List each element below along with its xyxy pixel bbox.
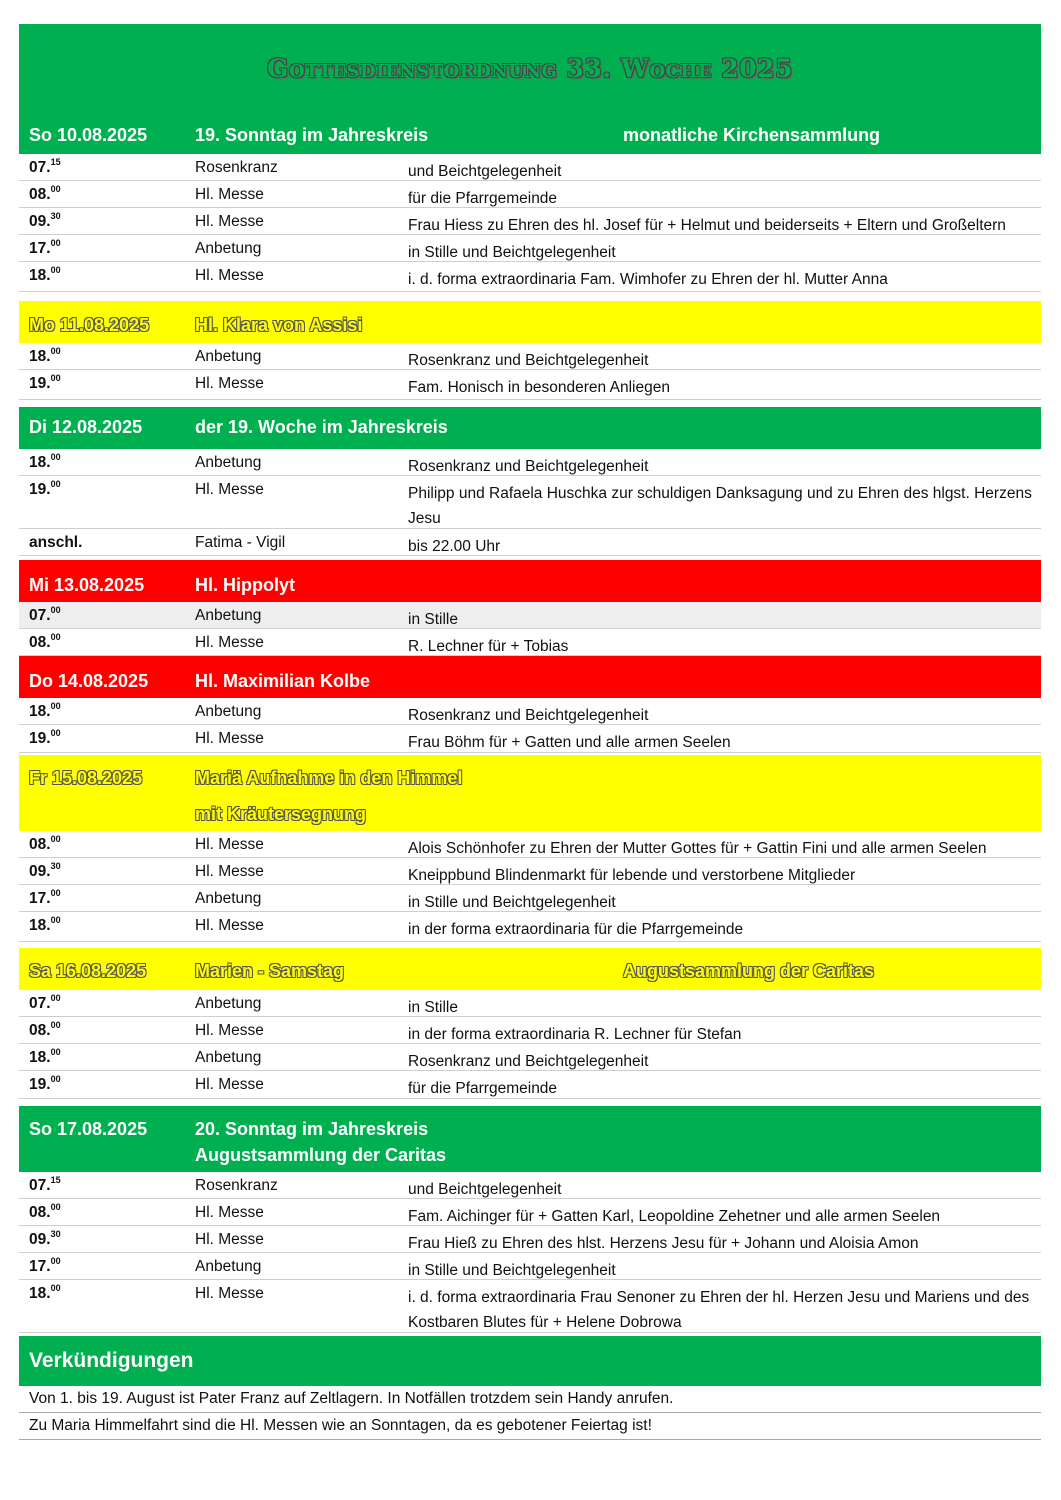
service-time-hour: 08. xyxy=(29,1022,51,1039)
service-time xyxy=(29,267,61,285)
day-title: Hl. Klara von Assisi xyxy=(195,315,363,335)
service-time xyxy=(29,375,61,393)
service-time-minutes: 00 xyxy=(50,184,61,194)
day-header xyxy=(19,112,1041,154)
service-type: Hl. Messe xyxy=(195,1076,264,1093)
service-intention: in Stille xyxy=(408,999,458,1016)
service-row xyxy=(19,629,1041,656)
announcement-text: Zu Maria Himmelfahrt sind die Hl. Messen wie an Sonntagen, da es gebotener Feiertag ist! xyxy=(29,1417,652,1434)
service-time-hour: 07. xyxy=(29,159,51,176)
service-row xyxy=(19,529,1041,556)
service-time xyxy=(29,481,61,499)
day-note: monatliche Kirchensammlung xyxy=(623,125,881,145)
service-type: Hl. Messe xyxy=(195,375,264,392)
service-time-hour: 07. xyxy=(29,995,51,1012)
service-intention: für die Pfarrgemeinde xyxy=(408,1080,558,1097)
service-intention: in der forma extraordinaria R. Lechner für Stefan xyxy=(408,1026,742,1043)
service-type: Hl. Messe xyxy=(195,917,264,934)
service-type: Anbetung xyxy=(195,1258,262,1275)
service-time-hour: 18. xyxy=(29,454,51,471)
service-time xyxy=(29,607,61,625)
service-row xyxy=(19,1253,1041,1280)
service-time xyxy=(29,1177,61,1195)
service-time xyxy=(29,454,61,472)
service-time xyxy=(29,730,61,748)
service-row xyxy=(19,262,1041,292)
service-time-minutes: 30 xyxy=(50,1229,61,1239)
service-time-hour: 19. xyxy=(29,730,51,747)
service-type: Anbetung xyxy=(195,890,262,907)
announcement-item xyxy=(19,1413,1041,1440)
day-header xyxy=(19,656,1041,698)
service-row xyxy=(19,858,1041,885)
service-type: Hl. Messe xyxy=(195,1285,264,1302)
service-intention: Rosenkranz und Beichtgelegenheit xyxy=(408,1053,649,1070)
day-subtitle: Augustsammlung der Caritas xyxy=(195,1145,447,1165)
service-time-minutes: 00 xyxy=(50,1256,61,1266)
service-time xyxy=(29,995,61,1013)
service-time-minutes: 00 xyxy=(50,888,61,898)
service-row xyxy=(19,1044,1041,1071)
service-row xyxy=(19,698,1041,725)
service-intention: Alois Schönhofer zu Ehren der Mutter Gottes für + Gattin Fini und alle armen Seelen xyxy=(408,840,987,857)
service-intention: Rosenkranz und Beichtgelegenheit xyxy=(408,458,649,475)
service-time-hour: 08. xyxy=(29,836,51,853)
service-intention: Frau Hieß zu Ehren des hlst. Herzens Jesu für + Johann und Aloisia Amon xyxy=(408,1235,919,1252)
day-header xyxy=(19,948,1041,990)
service-time-minutes: 00 xyxy=(50,701,61,711)
service-time xyxy=(29,1285,61,1303)
service-row xyxy=(19,343,1041,370)
service-row xyxy=(19,181,1041,208)
day-header xyxy=(19,1106,1041,1172)
service-type: Rosenkranz xyxy=(195,1177,278,1194)
day-date: Mo 11.08.2025 xyxy=(29,315,150,335)
service-intention: und Beichtgelegenheit xyxy=(408,1181,562,1198)
service-type: Hl. Messe xyxy=(195,213,264,230)
service-time xyxy=(29,863,61,881)
service-intention: in Stille xyxy=(408,611,458,628)
day-title: Hl. Hippolyt xyxy=(195,575,295,595)
service-time-hour: 18. xyxy=(29,348,51,365)
service-intention: Rosenkranz und Beichtgelegenheit xyxy=(408,352,649,369)
service-time-minutes: 00 xyxy=(50,346,61,356)
service-time xyxy=(29,213,61,231)
service-intention: bis 22.00 Uhr xyxy=(408,538,501,555)
day-title: 19. Sonntag im Jahreskreis xyxy=(195,125,429,145)
service-time xyxy=(29,1258,61,1276)
service-time xyxy=(29,703,61,721)
service-time-hour: 08. xyxy=(29,634,51,651)
service-type: Hl. Messe xyxy=(195,863,264,880)
service-time-hour: 19. xyxy=(29,481,51,498)
service-intention: in Stille und Beichtgelegenheit xyxy=(408,244,616,261)
service-row xyxy=(19,1280,1041,1333)
service-row xyxy=(19,1172,1041,1199)
service-time-minutes: 00 xyxy=(50,993,61,1003)
service-row xyxy=(19,885,1041,912)
service-time-minutes: 00 xyxy=(50,915,61,925)
day-title: Hl. Maximilian Kolbe xyxy=(195,671,371,691)
service-type: Hl. Messe xyxy=(195,836,264,853)
day-title: Mariä Aufnahme in den Himmel xyxy=(195,768,463,788)
service-intention: und Beichtgelegenheit xyxy=(408,163,562,180)
service-intention: Philipp und Rafaela Huschka zur schuldigen Danksagung und zu Ehren des hlgst. Herzens Jesu xyxy=(408,485,1032,527)
service-time-hour: 07. xyxy=(29,1177,51,1194)
service-time-minutes: 00 xyxy=(50,373,61,383)
service-time xyxy=(29,917,61,935)
service-type: Anbetung xyxy=(195,1049,262,1066)
service-type: Anbetung xyxy=(195,348,262,365)
day-title: der 19. Woche im Jahreskreis xyxy=(195,417,448,437)
service-time-hour: anschl. xyxy=(29,534,83,551)
service-type: Hl. Messe xyxy=(195,481,264,498)
service-intention: Fam. Aichinger für + Gatten Karl, Leopoldine Zehetner und alle armen Seelen xyxy=(408,1208,941,1225)
service-intention: i. d. forma extraordinaria Fam. Wimhofer zu Ehren der hl. Mutter Anna xyxy=(408,271,888,288)
service-intention: Frau Hiess zu Ehren des hl. Josef für + Helmut und beiderseits + Eltern und Großeltern xyxy=(408,217,1006,234)
service-intention: in Stille und Beichtgelegenheit xyxy=(408,894,616,911)
service-time xyxy=(29,186,61,204)
service-time xyxy=(29,534,82,552)
service-time-hour: 19. xyxy=(29,375,51,392)
announcements-heading: Verkündigungen xyxy=(29,1349,194,1372)
day-date: Sa 16.08.2025 xyxy=(29,961,147,981)
service-time xyxy=(29,1204,61,1222)
service-time-minutes: 00 xyxy=(50,452,61,462)
service-time-minutes: 00 xyxy=(50,238,61,248)
service-row xyxy=(19,1226,1041,1253)
service-time-hour: 09. xyxy=(29,1231,51,1248)
day-subtitle: mit Kräutersegnung xyxy=(195,804,367,824)
service-time-minutes: 00 xyxy=(50,265,61,275)
service-row xyxy=(19,235,1041,262)
service-intention: Rosenkranz und Beichtgelegenheit xyxy=(408,707,649,724)
service-time-hour: 17. xyxy=(29,1258,51,1275)
service-intention: in der forma extraordinaria für die Pfarrgemeinde xyxy=(408,921,744,938)
service-intention: Fam. Honisch in besonderen Anliegen xyxy=(408,379,670,396)
announcements-header xyxy=(19,1336,1041,1386)
service-time-hour: 18. xyxy=(29,917,51,934)
service-time-hour: 18. xyxy=(29,1285,51,1302)
service-time-minutes: 00 xyxy=(50,1283,61,1293)
service-time xyxy=(29,159,61,177)
service-row xyxy=(19,912,1041,942)
day-date: Di 12.08.2025 xyxy=(29,417,143,437)
service-row xyxy=(19,725,1041,753)
service-row xyxy=(19,370,1041,400)
service-time xyxy=(29,348,61,366)
service-time-hour: 09. xyxy=(29,863,51,880)
service-time xyxy=(29,634,61,652)
service-type: Hl. Messe xyxy=(195,1204,264,1221)
service-time-hour: 07. xyxy=(29,607,51,624)
service-time-hour: 18. xyxy=(29,1049,51,1066)
service-intention: für die Pfarrgemeinde xyxy=(408,190,558,207)
service-type: Hl. Messe xyxy=(195,186,264,203)
service-type: Anbetung xyxy=(195,607,262,624)
service-time-minutes: 00 xyxy=(50,632,61,642)
service-time xyxy=(29,1022,61,1040)
service-type: Hl. Messe xyxy=(195,634,264,651)
service-row xyxy=(19,990,1041,1017)
service-intention: Frau Böhm für + Gatten und alle armen Seelen xyxy=(408,734,731,751)
service-time-minutes: 00 xyxy=(50,1047,61,1057)
service-type: Hl. Messe xyxy=(195,1231,264,1248)
day-header xyxy=(19,755,1041,831)
service-type: Anbetung xyxy=(195,995,262,1012)
service-intention: in Stille und Beichtgelegenheit xyxy=(408,1262,616,1279)
service-type: Hl. Messe xyxy=(195,730,264,747)
service-time-minutes: 00 xyxy=(50,834,61,844)
day-date: So 17.08.2025 xyxy=(29,1119,148,1139)
service-time-hour: 09. xyxy=(29,213,51,230)
day-header xyxy=(19,407,1041,449)
service-type: Anbetung xyxy=(195,240,262,257)
service-time-hour: 18. xyxy=(29,267,51,284)
day-title: Marien - Samstag xyxy=(195,961,345,981)
service-time-minutes: 00 xyxy=(50,605,61,615)
day-date: So 10.08.2025 xyxy=(29,125,148,145)
service-time xyxy=(29,1049,61,1067)
service-row xyxy=(19,154,1041,181)
service-time-minutes: 15 xyxy=(50,1175,61,1185)
service-row xyxy=(19,476,1041,529)
service-time-minutes: 30 xyxy=(50,211,61,221)
document xyxy=(19,24,1041,1440)
day-header xyxy=(19,560,1041,602)
day-date: Fr 15.08.2025 xyxy=(29,768,143,788)
service-row xyxy=(19,449,1041,476)
service-type: Anbetung xyxy=(195,454,262,471)
service-intention: R. Lechner für + Tobias xyxy=(408,638,569,655)
announcement-text: Von 1. bis 19. August ist Pater Franz auf Zeltlagern. In Notfällen trotzdem sein Handy anrufen. xyxy=(29,1390,674,1407)
service-time-minutes: 00 xyxy=(50,479,61,489)
service-time-hour: 08. xyxy=(29,1204,51,1221)
service-time-minutes: 30 xyxy=(50,861,61,871)
service-type: Hl. Messe xyxy=(195,267,264,284)
day-note: Augustsammlung der Caritas xyxy=(623,961,875,981)
service-row xyxy=(19,1199,1041,1226)
service-time-minutes: 00 xyxy=(50,1074,61,1084)
service-type: Anbetung xyxy=(195,703,262,720)
service-row xyxy=(19,602,1041,629)
service-row xyxy=(19,1071,1041,1099)
service-time-hour: 17. xyxy=(29,240,51,257)
day-date: Mi 13.08.2025 xyxy=(29,575,145,595)
day-title: 20. Sonntag im Jahreskreis xyxy=(195,1119,429,1139)
service-time xyxy=(29,240,61,258)
service-time-minutes: 00 xyxy=(50,1202,61,1212)
service-time xyxy=(29,890,61,908)
service-time-hour: 08. xyxy=(29,186,51,203)
announcement-item xyxy=(19,1386,1041,1413)
service-type: Hl. Messe xyxy=(195,1022,264,1039)
service-time-minutes: 15 xyxy=(50,157,61,167)
service-time xyxy=(29,1076,61,1094)
service-time xyxy=(29,836,61,854)
service-type: Fatima - Vigil xyxy=(195,534,286,551)
service-intention: Kneippbund Blindenmarkt für lebende und verstorbene Mitglieder xyxy=(408,867,856,884)
page-title: Gottesdienstordnung 33. Woche 2025 xyxy=(267,53,793,83)
day-header xyxy=(19,301,1041,343)
day-date: Do 14.08.2025 xyxy=(29,671,149,691)
service-intention: i. d. forma extraordinaria Frau Senoner zu Ehren der hl. Herzen Jesu und Mariens und des Kostbaren Blutes für + Helene Dobrowa xyxy=(408,1289,1030,1331)
service-time xyxy=(29,1231,61,1249)
service-type: Rosenkranz xyxy=(195,159,278,176)
schedule xyxy=(19,112,1041,1333)
service-row xyxy=(19,208,1041,235)
service-time-minutes: 00 xyxy=(50,728,61,738)
service-row xyxy=(19,831,1041,858)
service-time-hour: 18. xyxy=(29,703,51,720)
title-bar xyxy=(19,24,1041,112)
service-time-minutes: 00 xyxy=(50,1020,61,1030)
service-time-hour: 19. xyxy=(29,1076,51,1093)
service-time-hour: 17. xyxy=(29,890,51,907)
service-row xyxy=(19,1017,1041,1044)
